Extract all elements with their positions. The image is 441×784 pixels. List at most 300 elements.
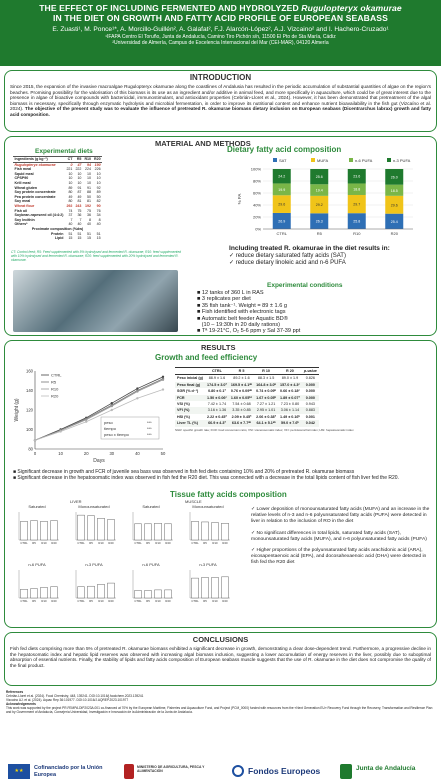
findings-lead: Including treated R. okamurae in the diet results in: bbox=[229, 245, 390, 252]
diet-table-cell: 87 bbox=[77, 190, 82, 195]
diet-table-cell: 10 bbox=[96, 180, 101, 185]
diet-table-cell: 75 bbox=[77, 208, 82, 213]
legend-label: R20 bbox=[51, 393, 59, 399]
growth-table-cell: 3.35 ± 0.85 bbox=[232, 408, 251, 413]
tissue-point bbox=[251, 507, 431, 526]
reference-2: Vizcaíno AJ. et al. (2024). Aquac Rep 36:101977. DOI:10.1016/J.AQREP.2023.101977 bbox=[6, 698, 129, 702]
diet-table-cell: 82 bbox=[96, 199, 101, 204]
tissue-mini-chart bbox=[125, 561, 177, 609]
diet-table-cell: 10 bbox=[87, 180, 92, 185]
diet-table-cell: 10 bbox=[68, 171, 73, 176]
mini-x-tick-label: R20 bbox=[165, 541, 171, 545]
junta-icon bbox=[340, 764, 352, 779]
dietary-fa-chart bbox=[233, 155, 433, 245]
bar-value-label: 29.7 bbox=[353, 202, 361, 207]
legend-label: R5 bbox=[51, 379, 57, 385]
growth-bullet-text-1: Significant decrease in growth and FCR of juvenile sea bass was observed in fish fed diets containing 10% and 20% of pretreated R. okamurae biomass bbox=[17, 469, 355, 475]
diet-table-cell: 10 bbox=[87, 171, 92, 176]
growth-table-cell: 2.06 ± 0.38ª bbox=[256, 414, 276, 419]
mini-x-tick-label: R5 bbox=[146, 599, 150, 603]
stats-value: *** bbox=[147, 420, 152, 425]
mini-bar bbox=[31, 589, 38, 598]
diet-table-cell: 10 bbox=[77, 171, 82, 176]
bar-value-label: 24.2 bbox=[278, 174, 286, 179]
mini-bar bbox=[192, 521, 199, 540]
introduction-body: Since 2015, the expansion of the invasive macroalgae Rugulopteryx okamurae along the coastlines of Andalusia has resulted in the periodic accumulation of substantial quantities of algae on the region's beaches. Promising possibility for the valorisation of this biomass is its use as an ingredient and/or additive in animal feed, and more specifically in aquaculture, which could be of great interest due to the presence in algae of bioactive compounds with bactericidal, immunostimulant, and antioxidant properties (Cebrián-Lloret et al., 2024). However, it has been demonstrated that pretreatment of the algal biomass is necessary, specifically through enzymatic hydrolysis and microbial fermentation, in order to improve its nutritional content and enhance nutrient bioavailability in the fish gut (Vizcaíno et al. 2024). bbox=[10, 84, 431, 112]
mini-x-tick-label: CTRL bbox=[20, 599, 28, 603]
bar-value-label: 29.6 bbox=[390, 203, 398, 208]
diet-table-cell: 10 bbox=[77, 176, 82, 181]
mini-bar bbox=[31, 521, 38, 540]
mini-bar bbox=[88, 586, 95, 598]
diet-table-cell: 91 bbox=[87, 185, 92, 190]
diet-table-cell: Soy protein concentrate bbox=[14, 190, 56, 195]
diet-table-cell: 80 bbox=[68, 199, 73, 204]
diet-table-cell: 37 bbox=[68, 213, 73, 218]
diet-table-header: R20 bbox=[94, 157, 101, 161]
mini-x-tick-label: R5 bbox=[203, 599, 207, 603]
dietary-fa-title: Dietary fatty acid composition bbox=[227, 145, 342, 154]
tissue-point-text: ✓ No significant differences in total lipids, saturated fatty acids (SAT), monounsaturated fatty acids (MUFA), and n-6 polyunsaturated fatty acids (PUFA) bbox=[251, 530, 427, 542]
x-tick-label: CTRL bbox=[276, 231, 287, 236]
condition-text: ■ Tª 19-21°C, O₂ 5-6 ppm y Sal 37-39 ppt bbox=[197, 328, 301, 335]
growth-bullet-2: ■ Significant decrease in the hepatosomatic index was observed in fish fed the R20 diet. This was connected with a decrease in the total lipids content of fish liver fed the R20. bbox=[13, 475, 399, 482]
legend-label: R10 bbox=[51, 386, 59, 392]
conclusions-text: Fish fed diets comprising more than 5% of pretreated R. okamurae biomass exhibited a significant decrease in growth, demonstrating a clear dose-dependent trend. Furthermore, a progressive decline in the hepatosomatic index and hepatic lipid reserves was observed with increasing algal biomass inclusion, suggesting a lower accumulation of energy reserves in the liver, possibly due to suboptimal absorption of essential nutrients. Finally, the stability of lipids and fatty acids composition of European seabass muscle suggests that the use of R. okamurae in the diet does not compromise the quality of the final product. bbox=[10, 646, 431, 668]
x-tick-label: R10 bbox=[353, 231, 361, 236]
legend-label: n-3 PUFA bbox=[393, 158, 411, 163]
growth-table-cell: SGR (% d⁻¹) bbox=[177, 389, 199, 394]
bar-value-label: 25.4 bbox=[390, 219, 398, 224]
bar-value-label: 26.9 bbox=[278, 219, 286, 224]
growth-table-cell: 0.943 bbox=[305, 402, 315, 407]
y-tick-label: 100 bbox=[26, 427, 33, 432]
diet-table-cell: 40 bbox=[96, 222, 101, 227]
diet-table-note: CT: Control feed; R5: Feed supplemented with 5% hydrolysed and fermented R. okamurae; R10: feed supplemented with 10% hydrolysed and fermented R. okamurae; R20: feed supplemented with 20% hydrolysed and fermented R. okamurae. bbox=[11, 250, 182, 262]
growth-table-cell: 157.0 ± 4.3ᶜ bbox=[280, 382, 300, 387]
poster-title bbox=[0, 0, 441, 23]
proximate-cell: 15 bbox=[77, 236, 82, 241]
growth-table bbox=[175, 367, 319, 427]
proximate-cell: 15 bbox=[68, 236, 73, 241]
mini-bar bbox=[88, 516, 95, 540]
proximate-cell: 15 bbox=[87, 236, 92, 241]
mini-bar bbox=[108, 583, 115, 598]
diet-table-cell: 89 bbox=[96, 190, 101, 195]
mini-x-tick-label: R10 bbox=[155, 541, 161, 545]
stats-label: peso x tiempo bbox=[104, 432, 129, 437]
mini-bar bbox=[41, 521, 48, 540]
growth-table-cell: 2.95 ± 1.01 bbox=[256, 408, 276, 413]
data-point bbox=[85, 421, 87, 423]
growth-table-header bbox=[175, 368, 205, 375]
data-point bbox=[111, 405, 113, 407]
eu-logo-text: Cofinanciado por la Unión Europea bbox=[34, 765, 103, 778]
diet-table-cell: 47 bbox=[77, 162, 82, 167]
diet-table-cell: 74 bbox=[68, 208, 73, 213]
mini-bar bbox=[78, 515, 85, 540]
conclusions-box bbox=[4, 632, 437, 686]
diet-table-cell: Soybean-rapeseed oil (4:4:2) bbox=[14, 213, 64, 218]
affiliation-2: ²Universidad de Almería, Campus de Excelencia Internacional del Mar (CEI-MAR), 04120 Almería bbox=[112, 40, 329, 46]
bar-value-label: 19.4 bbox=[315, 188, 323, 193]
growth-table-header: R 10 bbox=[254, 368, 278, 375]
tissue-mini-chart bbox=[68, 503, 120, 551]
growth-table-row bbox=[175, 388, 319, 394]
y-tick-label: 100% bbox=[250, 166, 261, 172]
diet-table-header: CT bbox=[65, 157, 74, 163]
data-point bbox=[59, 430, 61, 432]
diet-table-cell: 292 bbox=[66, 203, 73, 208]
proximate-cell: 51 bbox=[77, 231, 82, 236]
diet-table-cell: 190 bbox=[94, 162, 101, 167]
mini-bar bbox=[41, 587, 48, 598]
diet-table-cell: CPSP90 bbox=[14, 176, 29, 181]
growth-table-cell: 0.74 ± 0.09ᵇ bbox=[256, 389, 277, 394]
diet-table-cell: 50 bbox=[87, 194, 92, 199]
diet-table-cell: 36 bbox=[77, 213, 82, 218]
conclusions-title: CONCLUSIONS bbox=[192, 635, 249, 644]
introduction-text bbox=[5, 82, 436, 120]
mini-x-tick-label: R20 bbox=[108, 541, 114, 545]
diet-table-cell: Squid meal bbox=[14, 171, 34, 176]
growth-table-cell: VFI (%) bbox=[177, 408, 190, 413]
tissue-mini-charts bbox=[11, 503, 241, 623]
growth-table-cell: 2.09 ± 0.45ª bbox=[231, 414, 252, 419]
growth-table-cell: VSI (%) bbox=[177, 402, 190, 407]
x-axis-label: Days bbox=[93, 458, 105, 464]
proximate-cell: Lipid bbox=[54, 236, 64, 241]
legend-label: MUFA bbox=[317, 158, 329, 163]
growth-table-cell: 7.54 ± 0.68 bbox=[232, 402, 251, 407]
title-species: Rugulopteryx okamurae bbox=[301, 3, 402, 13]
data-point bbox=[136, 390, 138, 392]
growth-table-cell: 7.42 ± 1.74 bbox=[207, 402, 227, 407]
authors: E. Zuasti¹, M. Ponce¹*, A. Morcillo-Guillén², A. Galafat², F.J. Alarcón-López², A.J. Vizcaino² and I. Hachero-Cruzado¹ bbox=[52, 26, 389, 33]
mini-bar bbox=[222, 523, 229, 540]
mini-x-tick-label: R20 bbox=[222, 541, 228, 545]
proximate-label: Proximate composition (%dw) bbox=[31, 226, 84, 231]
reference-1: Cebrián-Lloret et al. (2024). Food Chemistry, 448, 139241. DOI:10.1016/j.foodchem.2023.139241 bbox=[6, 694, 144, 698]
condition-text: ■ Fish identified with electronic tags bbox=[197, 309, 286, 316]
growth-table-cell: 0.001 bbox=[305, 414, 315, 419]
diet-table-wrap bbox=[13, 156, 173, 241]
legend-label: SAT bbox=[279, 158, 287, 163]
growth-table-cell: 1.60 ± 0.05ᵇᶜ bbox=[230, 395, 253, 400]
diet-table-cell: 0 bbox=[70, 162, 73, 167]
bar-value-label: 29.6 bbox=[278, 202, 286, 207]
growth-table-cell: HSI (%) bbox=[177, 414, 190, 419]
mini-bar bbox=[155, 590, 162, 598]
diet-table-cell: 88 bbox=[87, 190, 92, 195]
y-tick-label: 120 bbox=[26, 407, 33, 413]
growth-table-cell: 0.826 bbox=[305, 376, 315, 381]
diet-table-cell: Fish meal bbox=[14, 167, 32, 172]
introduction-box bbox=[4, 70, 437, 132]
growth-chart bbox=[11, 365, 171, 465]
mini-x-tick-label: R10 bbox=[98, 599, 104, 603]
diet-table-cell: 36 bbox=[87, 213, 92, 218]
diet-table-cell: 94 bbox=[87, 162, 92, 167]
mini-x-tick-label: R10 bbox=[155, 599, 161, 603]
diet-table-cell: 76 bbox=[96, 208, 101, 213]
growth-bullet-1: ■ Significant decrease in growth and FCR of juvenile sea bass was observed in fish fed diets containing 10% and 20% of pretreated R. okamurae biomass bbox=[13, 469, 355, 475]
mini-bar bbox=[202, 577, 209, 598]
diet-table-cell: 10 bbox=[96, 171, 101, 176]
stats-label: peso bbox=[104, 420, 113, 425]
diet-table-cell: 7 bbox=[70, 217, 73, 222]
ack-title: Acknowledgements bbox=[6, 702, 36, 706]
diet-table-cell: Pea protein concentrate bbox=[14, 194, 56, 199]
mini-bar bbox=[222, 577, 229, 598]
results-title: RESULTS bbox=[201, 343, 236, 352]
title-line-2: IN THE DIET ON GROWTH AND FATTY ACID PROFILE OF EUROPEAN SEABASS bbox=[53, 13, 388, 23]
mini-bar bbox=[202, 522, 209, 540]
growth-table-cell: Peso inicial (g) bbox=[177, 376, 204, 381]
mini-bar bbox=[212, 577, 219, 598]
diet-table-header: Ingredients (g kg⁻¹) bbox=[13, 157, 65, 163]
tank-photo bbox=[13, 270, 178, 332]
mini-x-tick-label: R5 bbox=[203, 541, 207, 545]
x-tick-label: 20 bbox=[83, 451, 89, 456]
condition-item bbox=[197, 328, 432, 334]
tissue-point-text: ✓ Higher proportions of the polyunsaturated fatty acids arachidonic acid (ARA), eicosapentaenoic acid (EPA), and docosahexaenoic acid (DHA) were detected in fish fed the R20 diet bbox=[251, 548, 427, 566]
diet-table-cell: 49 bbox=[68, 194, 73, 199]
mini-x-tick-label: R5 bbox=[89, 541, 93, 545]
diet-table-cell: 89 bbox=[68, 185, 73, 190]
growth-table-cell: 63.6 ± 7.7ᵃᵇ bbox=[231, 421, 252, 426]
mini-bar bbox=[135, 591, 142, 598]
legend-swatch bbox=[349, 158, 353, 162]
ministerio-logo-text: MINISTERIO DE AGRICULTURA, PESCA Y ALIMENTACIÓN bbox=[137, 765, 205, 774]
growth-table-header: p-value bbox=[303, 369, 317, 373]
introduction-objective: The objective of the present study was to evaluate the influence of pretreated R. okamurae biomass dietary inclusion on European seabass (Dicentrarchus labrax) growth and fatty acid composition. bbox=[10, 106, 431, 117]
bar-value-label: 18.5 bbox=[390, 188, 398, 193]
mini-x-tick-label: CTRL bbox=[77, 541, 85, 545]
bar-value-label: 25.8 bbox=[353, 219, 361, 224]
condition-text: ■ 35 fish tank⁻¹. Weight = 89 ± 1.6 g bbox=[197, 302, 287, 309]
growth-table-row bbox=[175, 420, 319, 426]
data-point bbox=[34, 439, 36, 441]
diet-table-cell: 81 bbox=[77, 199, 82, 204]
tissue-mini-chart bbox=[68, 561, 120, 609]
growth-table-cell: 1.50 ± 0.06ᶜ bbox=[207, 395, 227, 400]
diet-table-cell: 243 bbox=[75, 203, 82, 208]
poster-header bbox=[0, 0, 441, 66]
growth-table-cell: 0.000 bbox=[305, 389, 315, 394]
liver-label: LIVER bbox=[70, 499, 82, 504]
mini-bar bbox=[98, 518, 105, 540]
legend-swatch bbox=[311, 158, 315, 162]
growth-table-cell: 2.22 ± 0.45ª bbox=[207, 414, 227, 419]
mini-bar bbox=[135, 524, 142, 540]
bar-value-label: 18.8 bbox=[353, 187, 361, 192]
diet-table-cell: 40 bbox=[87, 222, 92, 227]
diet-table-cell: Soy meal bbox=[14, 199, 31, 204]
diet-table-cell: 10 bbox=[77, 180, 82, 185]
diet-table-cell: 34 bbox=[96, 213, 101, 218]
tissue-mini-chart bbox=[182, 503, 234, 551]
diet-table-cell: Rugulopteryx okamurae bbox=[14, 162, 56, 167]
title-line-1: THE EFFECT OF INCLUDING FERMENTED AND HYDROLYZED bbox=[39, 3, 299, 13]
diet-table-cell: 40 bbox=[68, 222, 73, 227]
tissue-point bbox=[251, 531, 431, 543]
diet-table-cell: Others* bbox=[14, 222, 28, 227]
references-title: References bbox=[6, 690, 24, 694]
mini-bar bbox=[145, 524, 152, 540]
references bbox=[6, 690, 436, 714]
condition-text: ■ 12 tanks of 360 L in RAS bbox=[197, 290, 264, 296]
mini-x-tick-label: CTRL bbox=[134, 599, 142, 603]
growth-table-cell: 66.9 ± 4.3ª bbox=[208, 421, 226, 426]
mini-bar bbox=[192, 578, 199, 598]
condition-text: (10 – 19:30h in 20 daily rations) bbox=[197, 322, 281, 329]
mini-bar bbox=[78, 587, 85, 598]
growth-table-cell: 89.0 ± 1.9 bbox=[281, 376, 299, 381]
diet-table bbox=[13, 156, 102, 241]
proximate-cell: 51 bbox=[87, 231, 92, 236]
growth-table-header: R 20 bbox=[278, 368, 302, 375]
diet-table-cell: 75 bbox=[87, 208, 92, 213]
mini-bar bbox=[21, 589, 28, 598]
diet-table-cell: Wheat flour bbox=[14, 203, 35, 208]
diet-table-cell: 192 bbox=[85, 203, 92, 208]
mini-x-tick-label: R5 bbox=[32, 599, 36, 603]
growth-table-cell: 64.1 ± 5.1ᵃᵇ bbox=[256, 421, 276, 426]
growth-table-cell: 0.66 ± 0.18ᶜ bbox=[280, 389, 300, 394]
proximate-cell: 51 bbox=[68, 231, 73, 236]
diet-table-cell: 50 bbox=[96, 194, 101, 199]
bar-value-label: 26.3 bbox=[315, 219, 323, 224]
growth-table-cell: 0.76 ± 0.09ᵃᵇ bbox=[230, 389, 253, 394]
x-tick-label: 0 bbox=[33, 451, 37, 456]
conditions-list bbox=[197, 290, 432, 335]
legend-swatch bbox=[273, 158, 277, 162]
diet-table-cell: 226 bbox=[94, 167, 101, 172]
y-tick-label: 160 bbox=[26, 368, 33, 374]
mini-bar bbox=[51, 521, 58, 540]
findings-box bbox=[229, 245, 429, 268]
data-point bbox=[136, 397, 138, 399]
growth-table-cell: 59.0 ± 7.6ᵇ bbox=[281, 421, 299, 426]
proximate-cell: 51 bbox=[96, 231, 101, 236]
mini-bar bbox=[21, 521, 28, 540]
mini-x-tick-label: R5 bbox=[146, 541, 150, 545]
data-point bbox=[162, 388, 164, 390]
diet-table-cell: 91 bbox=[77, 185, 82, 190]
mini-x-tick-label: R20 bbox=[51, 599, 57, 603]
mini-x-tick-label: R5 bbox=[32, 541, 36, 545]
tissue-points bbox=[251, 507, 431, 572]
growth-table-header: CTRL bbox=[205, 368, 229, 375]
x-tick-label: 30 bbox=[109, 451, 115, 456]
y-tick-label: 0% bbox=[255, 226, 261, 232]
condition-text: ■ 3 replicates per diet bbox=[197, 296, 251, 303]
mini-bar bbox=[51, 587, 58, 598]
y-tick-label: 60% bbox=[252, 190, 261, 196]
mini-x-tick-label: R10 bbox=[212, 541, 218, 545]
methods-title: MATERIAL AND METHODS bbox=[155, 139, 251, 148]
diet-table-header: R10 bbox=[84, 157, 92, 161]
stats-label: tiempo bbox=[104, 426, 117, 431]
legend-label: CTRL bbox=[51, 372, 62, 378]
proximate-row bbox=[13, 236, 102, 241]
mini-x-tick-label: R20 bbox=[222, 599, 228, 603]
growth-table-cell: 164.8 ± 3.0ᵇ bbox=[256, 382, 277, 387]
mini-bar bbox=[145, 591, 152, 598]
x-tick-label: 10 bbox=[58, 451, 63, 456]
finding-text-1: reduce dietary saturated fatty acids (SAT) bbox=[235, 252, 346, 259]
mini-x-tick-label: R10 bbox=[41, 599, 47, 603]
growth-table-cell: 169.5 ± 4.1ᵃᵇ bbox=[230, 382, 253, 387]
mini-bar bbox=[212, 523, 219, 540]
mini-x-tick-label: CTRL bbox=[134, 541, 142, 545]
x-tick-label: 50 bbox=[160, 451, 166, 456]
mini-chart-title: Saturated bbox=[28, 504, 46, 509]
y-axis-label: Weight (g) bbox=[14, 398, 20, 422]
growth-table-cell: 0.000 bbox=[305, 395, 315, 400]
diet-table-cell: 7 bbox=[79, 217, 82, 222]
mini-chart-title: Saturated bbox=[142, 504, 160, 509]
growth-table-cell: 1.49 ± 0.16ᵇ bbox=[280, 414, 300, 419]
diet-table-cell: 8 bbox=[98, 217, 101, 222]
tissue-point bbox=[251, 548, 431, 567]
proximate-cell: 15 bbox=[96, 236, 101, 241]
finding-item-1: ✓ reduce dietary saturated fatty acids (SAT) bbox=[229, 252, 346, 259]
mini-bar bbox=[155, 523, 162, 540]
growth-table-cell: 88.3 ± 1.5 bbox=[257, 376, 275, 381]
bar-value-label: 19.9 bbox=[278, 187, 286, 192]
growth-table-cell: 0.80 ± 0.1ª bbox=[208, 389, 226, 394]
legend-label: n-6 PUFA bbox=[355, 158, 373, 163]
bar-value-label: 25.6 bbox=[315, 175, 323, 180]
diet-table-cell: 92 bbox=[96, 185, 101, 190]
mini-x-tick-label: R5 bbox=[89, 599, 93, 603]
mini-x-tick-label: R20 bbox=[165, 599, 171, 603]
conditions-title: Experimental conditions bbox=[267, 282, 343, 289]
condition-text: ■ Automatic belt feeder Aquatic BD® bbox=[197, 315, 288, 322]
growth-table-cell: 1.67 ± 0.05ᵇ bbox=[256, 395, 277, 400]
proximate-cell: Protein bbox=[51, 231, 64, 236]
mini-chart-title: n-3 PUFA bbox=[199, 562, 217, 567]
growth-table-cell: 0.042 bbox=[305, 421, 315, 426]
growth-table-cell: 174.5 ± 3.0ª bbox=[207, 382, 227, 387]
footer-logos bbox=[0, 760, 441, 784]
growth-table-cell: 0.000 bbox=[305, 382, 315, 387]
tissue-title: Tissue fatty acids composition bbox=[170, 490, 287, 499]
growth-table-cell: 7.23 ± 0.80 bbox=[280, 402, 300, 407]
growth-table-note: SGR: specific growth rate; FCR: food conversion ratio; VSI: viscerosomatic index; VFI: perivisceral fat index; HSI: hepatosomatic index bbox=[175, 427, 354, 432]
eu-flag-icon: ★★ bbox=[8, 764, 30, 779]
growth-table-cell: 7.27 ± 1.21 bbox=[256, 402, 276, 407]
results-box bbox=[4, 340, 437, 628]
growth-bullet-text-2: Significant decrease in the hepatosomatic index was observed in fish fed the R20 diet. This was connected with a decrease in the total lipids content of fish liver fed the R20. bbox=[17, 475, 399, 482]
x-tick-label: R5 bbox=[316, 231, 322, 236]
ministerio-crest-icon bbox=[124, 764, 134, 779]
growth-table-cell: 1.89 ± 0.07ª bbox=[280, 395, 300, 400]
diet-table-cell: 49 bbox=[77, 194, 82, 199]
y-tick-label: 80 bbox=[28, 446, 33, 452]
mini-x-tick-label: CTRL bbox=[191, 599, 199, 603]
mini-chart-title: n-6 PUFA bbox=[28, 562, 46, 567]
diet-table-cell: 10 bbox=[96, 176, 101, 181]
mini-x-tick-label: R10 bbox=[212, 599, 218, 603]
diet-table-cell: 221 bbox=[66, 167, 73, 172]
mini-x-tick-label: CTRL bbox=[191, 541, 199, 545]
tissue-mini-chart bbox=[11, 561, 63, 609]
y-axis-label: % FA bbox=[237, 193, 242, 205]
stats-value: *** bbox=[147, 426, 152, 431]
